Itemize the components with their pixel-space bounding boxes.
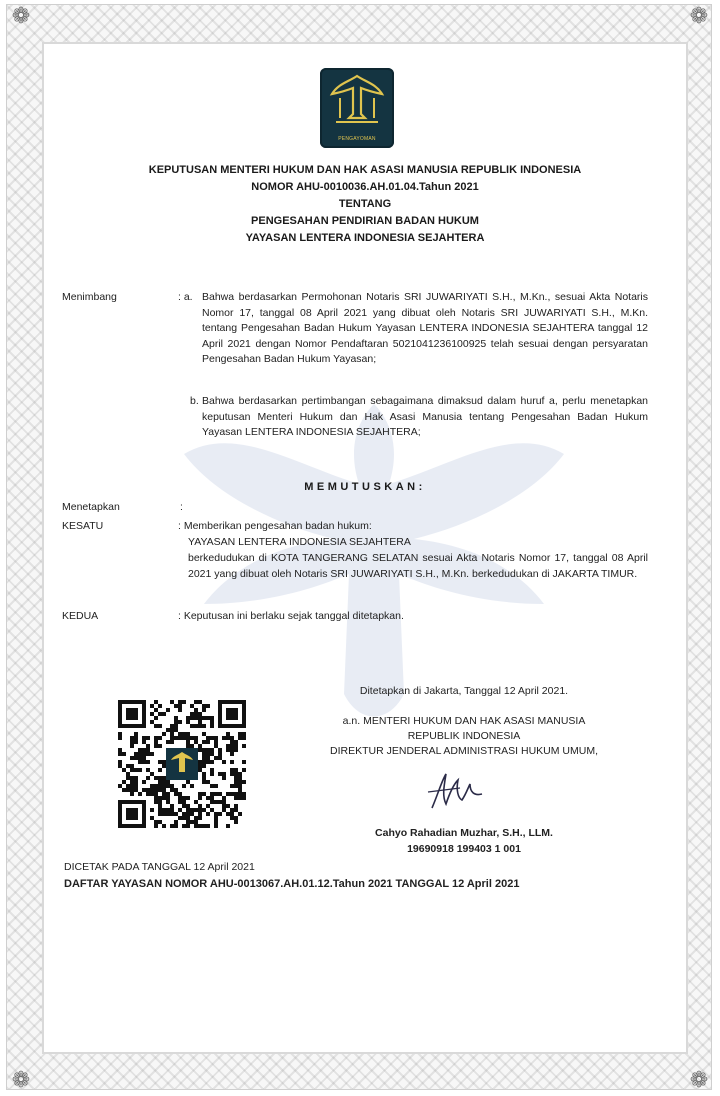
- corner-ornament-icon: ❁: [11, 1068, 31, 1093]
- corner-ornament-icon: ❁: [11, 4, 31, 29]
- kesatu-line1: : Memberikan pengesahan badan hukum:: [178, 520, 372, 532]
- point-b-text: Bahwa berdasarkan pertimbangan sebagaimana dimaksud dalam huruf a, perlu menetapkan keputusan Menteri Hukum dan Hak Asasi Manusia tentang Pengesahan Badan Hukum Yayasan LENTERA INDONESIA SEJAHTERA;: [202, 395, 648, 438]
- pengayoman-tree-icon: [320, 68, 394, 134]
- kedua-text: : Keputusan ini berlaku sejak tanggal ditetapkan.: [178, 610, 404, 622]
- ministry-logo: [320, 68, 394, 148]
- point-a-marker: : a.: [178, 291, 193, 303]
- foundation-name: YAYASAN LENTERA INDONESIA SEJAHTERA: [245, 232, 485, 244]
- decree-title: KEPUTUSAN MENTERI HUKUM DAN HAK ASASI MANUSIA REPUBLIK INDONESIA: [148, 164, 582, 176]
- qr-code: [118, 700, 246, 828]
- menimbang-label: Menimbang: [62, 291, 117, 303]
- point-a-text: Bahwa berdasarkan Permohonan Notaris SRI JUWARIYATI S.H., M.Kn., sesuai Akta Notaris Nomor 17, tanggal 08 April 2021 yang dibuat oleh Notaris SRI JUWARIYATI S.H., M.Kn. tentang Pengesahan Badan Hukum Yayasan LENTERA INDONESIA SEJAHTERA tanggal 12 April 2021 dengan Nomor Pendaftaran 5021041236100925 telah sesuai dengan persyaratan Pengesahan Badan Hukum Yayasan;: [202, 291, 648, 365]
- logo-caption: PENGAYOMAN: [338, 136, 376, 142]
- decree-number: NOMOR AHU-0010036.AH.01.04.Tahun 2021: [251, 181, 479, 193]
- handwritten-signature: [424, 770, 494, 814]
- signatory-title-line3: DIREKTUR JENDERAL ADMINISTRASI HUKUM UMUM,: [330, 745, 598, 757]
- kesatu-foundation: YAYASAN LENTERA INDONESIA SEJAHTERA: [188, 536, 411, 548]
- kesatu-label: KESATU: [62, 520, 104, 532]
- point-b-marker: b.: [190, 395, 199, 407]
- corner-ornament-icon: ❁: [689, 4, 709, 29]
- signatory-title: [314, 714, 614, 759]
- memutuskan-heading: MEMUTUSKAN:: [304, 481, 426, 493]
- menetapkan-colon: :: [180, 501, 183, 513]
- decree-header: [44, 162, 686, 247]
- signatory-nip: 19690918 199403 1 001: [407, 843, 521, 855]
- place-date: Ditetapkan di Jakarta, Tanggal 12 April 2021.: [359, 685, 569, 697]
- signatory-title-line1: a.n. MENTERI HUKUM DAN HAK ASASI MANUSIA: [342, 715, 586, 727]
- kedua-label: KEDUA: [62, 610, 99, 622]
- corner-ornament-icon: ❁: [689, 1068, 709, 1093]
- printed-date: DICETAK PADA TANGGAL 12 April 2021: [64, 861, 255, 873]
- signatory-title-line2: REPUBLIK INDONESIA: [407, 730, 521, 742]
- kesatu-domicile: berkedudukan di KOTA TANGERANG SELATAN sesuai Akta Notaris Nomor 17, tanggal 08 April 2021 yang dibuat oleh Notaris SRI JUWARIYATI S.H., M.Kn. berkedudukan di JAKARTA TIMUR.: [188, 552, 648, 580]
- register-number: DAFTAR YAYASAN NOMOR AHU-0013067.AH.01.12.Tahun 2021 TANGGAL 12 April 2021: [64, 878, 520, 890]
- decree-subject: PENGESAHAN PENDIRIAN BADAN HUKUM: [251, 215, 479, 227]
- decree-about: TENTANG: [338, 198, 392, 210]
- menetapkan-label: Menetapkan: [62, 501, 120, 513]
- signatory-name: Cahyo Rahadian Muzhar, S.H., LLM.: [375, 827, 553, 839]
- document-paper: [42, 42, 688, 1054]
